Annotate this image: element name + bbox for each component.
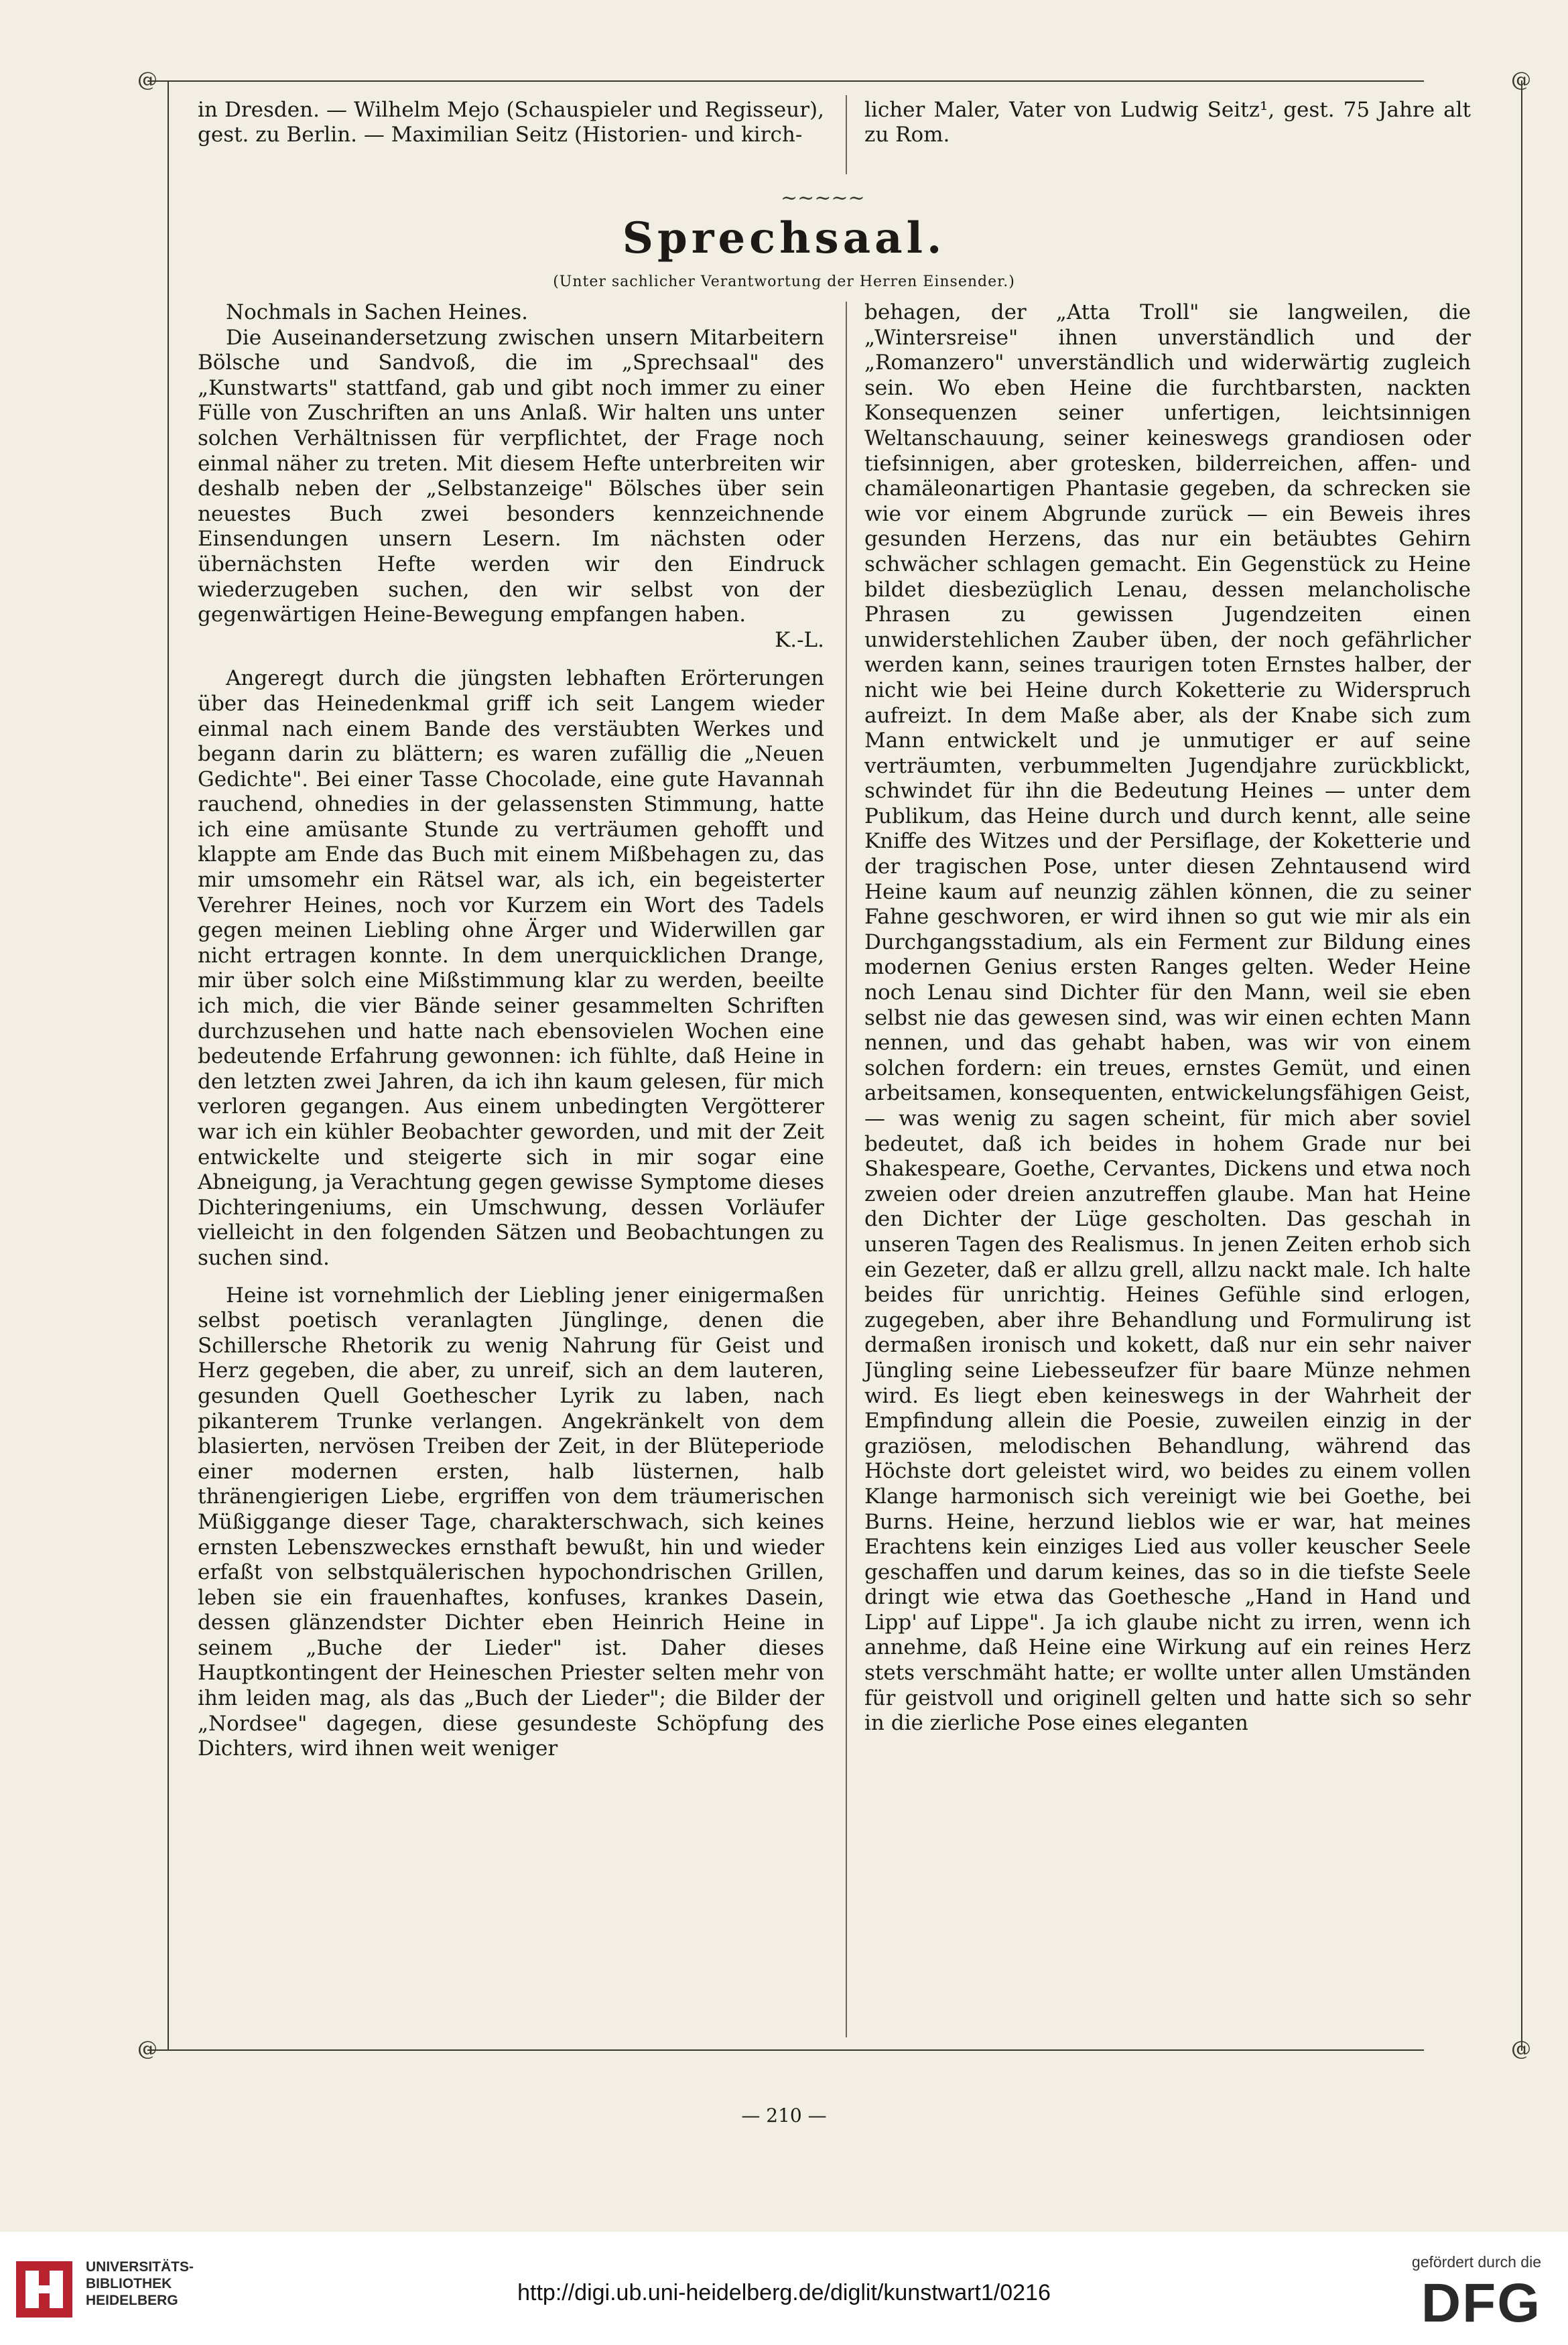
header-column-divider (846, 95, 847, 174)
frame-right-rule (1521, 80, 1522, 2051)
frame-left-rule (168, 80, 169, 2051)
column-divider (846, 302, 847, 2037)
library-name: UNIVERSITÄTS- BIBLIOTHEK HEIDELBERG (86, 2259, 194, 2308)
paragraph: behagen, der „Atta Troll" sie langweilen, die „Wintersreise" ihnen unverständlich und der „Romanzero" unverständlich und widerwärtig zugleich sein. Wo eben Heine die furchtbarsten, nackten Konsequenzen seiner unfertigen, leichtsinnigen Weltanschauung, seiner keineswegs grandiosen oder tiefsinnigen, aber grotesken, bilderreichen, affen- und chamäleonartigen Phantasie gegeben, da schrecken sie wie vor einem Abgrunde zurück — ein Beweis ihres gesunden Herzens, das nur ein betäubtes Gehirn schwächer schlagen gemacht. Ein Gegenstück zu Heine bildet diesbezüglich Lenau, dessen melancholische Phrasen zu gewissen Jugendzeiten einen unwiderstehlichen Zauber üben, der noch gefährlicher werden kann, seines traurigen toten Ernstes halber, der nicht wie bei Heine durch Koketterie zu Widerspruch aufreizt. In dem Maße aber, als der Knabe sich zum Mann entwickelt und je unmutiger er auf seine verträumten, verbummelten Jugendjahre zurückblickt, schwindet für ihn die Bedeutung Heines — unter dem Publikum, das Heine durch und durch kennt, alle seine Kniffe des Witzes und der Persiflage, der Koketterie und der tragischen Pose, unter diesen Zehntausend wird Heine kaum auf neunzig zählen können, die zu seiner Fahne geschworen, er wird ihnen so gut wie mir als ein Durchgangsstadium, als ein Ferment zur Bildung eines modernen Genius ersten Ranges gelten. Weder Heine noch Lenau sind Dichter für den Mann, weil sie eben selbst nie das gewesen sind, was wir einen echten Mann nennen, und das gehabt haben, was wir von einem solchen fordern: ein treues, ernstes Gemüt, und einen arbeitsamen, konsequenten, entwickelungsfähigen Geist, — was wenig zu sagen scheint, für mich aber soviel bedeutet, daß ich beides in hohem Grade nur bei Shakespeare, Goethe, Cervantes, Dickens und etwa noch zweien oder dreien anzutreffen glaube. Man hat Heine den Dichter der Lüge gescholten. Das geschah in unseren Tagen des Realismus. In jenen Zeiten erhob sich ein Gezeter, daß er allzu grell, allzu nackt male. Ich halte beides für unrichtig. Heines Gefühle sind erlogen, zugegeben, aber ihre Behandlung und Formulirung ist dermaßen ironisch und kokett, daß nur ein sehr naiver Jüngling seine Liebesseufzer für baare Münze nehmen wird. Es liegt eben keineswegs in der Wahrheit der Empfindung allein die Poesie, zuweilen einzig in der graziösen, melodischen Behandlung, während das Höchste dort geleistet wird, wo beides zu einem vollen Klange harmonisch sich vereinigt wie bei Goethe, bei Burns. Heine, herzund lieblos wie er war, hat meines Erachtens kein einziges Lied aus voller keuscher Seele geschaffen und darum keines, das so in die tiefste Seele dringt wie etwa das Goethesche „Hand in Hand und Lipp' auf Lippe". Ja ich glaube nicht zu irren, wenn ich annehme, daß Heine eine Wirkung auf ein reines Herz stets verschmäht hatte; er wollte unter allen Umständen für geistvoll und originell gelten und hatte sich so sehr in die zierliche Pose eines eleganten (864, 300, 1471, 1736)
header-left-text: in Dresden. — Wilhelm Mejo (Schauspieler und Regisseur), gest. zu Berlin. — Maximilian Seitz (Historien- und kirch- (198, 98, 824, 147)
viewer-footer (0, 2232, 1568, 2345)
paragraph: Die Auseinandersetzung zwischen unsern Mitarbeitern Bölsche und Sandvoß, die im „Sprechsaal" des „Kunstwarts" stattfand, gab und gibt noch immer zu einer Fülle von Zuschriften an uns Anlaß. Wir halten uns unter solchen Verhältnissen für verpflichtet, der Frage noch einmal näher zu treten. Mit diesem Hefte unterbreiten wir deshalb neben der „Selbstanzeige" Bölsches über sein neuestes Buch zwei besonders kennzeichnende Einsendungen unsern Lesern. Im nächsten oder übernächsten Hefte werden wir den Eindruck wiederzugeben suchen, den wir selbst von der gegenwärtigen Heine-Bewegung empfangen haben. (198, 325, 824, 627)
frame-top-rule (147, 80, 1424, 82)
right-column (864, 300, 1471, 1736)
page-number: — 210 — (741, 2104, 827, 2127)
article-title: Sprechsaal. (622, 213, 946, 263)
left-column (198, 300, 824, 1762)
paragraph: Heine ist vornehmlich der Liebling jener einigermaßen selbst poetisch veranlagten Jünglinge, denen die Schillersche Rhetorik zu wenig Nahrung für Geist und Herz gegeben, die aber, zu unreif, sich an dem lauteren, gesunden Quell Goethescher Lyrik zu laben, nach pikanterem Trunke verlangen. Angekränkelt von dem blasierten, nervösen Treiben der Zeit, in der Blüteperiode einer modernen ersten, halb lüsternen, halb thränengierigen Liebe, ergriffen von dem träumerischen Müßiggange dieser Tage, charakterschwach, sich keines ernsten Lebenszweckes ernsthaft bewußt, hin und wieder erfaßt von selbstquälerischen hypochondrischen Grillen, leben sie ein frauenhaftes, konfuses, krankes Dasein, dessen glänzendster Dichter eben Heinrich Heine in seinem „Buche der Lieder" ist. Daher dieses Hauptkontingent der Heineschen Priester selten mehr von ihm leiden mag, als das „Buch der Lieder"; die Bilder der „Nordsee" dagegen, diese gesundeste Schöpfung des Dichters, wird ihnen weit weniger (198, 1283, 824, 1761)
funder-caption: gefördert durch die (1411, 2253, 1541, 2271)
paragraph: Angeregt durch die jüngsten lebhaften Erörterungen über das Heinedenkmal griff ich seit Langem wieder einmal nach einem Bande des verstäubten Werkes und begann darin zu blättern; es waren zufällig die „Neuen Gedichte". Bei einer Tasse Chocolade, eine gute Havannah rauchend, ohnedies in der gelassensten Stimmung, hatte ich eine amüsante Stunde zu verträumen gehofft und klappte am Ende das Buch mit einem Mißbehagen zu, das mir umsomehr ein Rätsel war, als ich, ein begeisterter Verehrer Heines, noch vor Kurzem ein Wort des Tadels gegen meinen Liebling ohne Ärger und Widerwillen gar nicht ertragen konnte. In dem unerquicklichen Drange, mir über solch eine Mißstimmung klar zu werden, beeilte ich mich, die vier Bände seiner gesammelten Schriften durchzusehen und hatte nach ebensovielen Wochen eine bedeutende Erfahrung gewonnen: ich fühlte, daß Heine in den letzten zwei Jahren, da ich ihn kaum gelesen, für mich verloren gegangen. Aus einem unbedingten Vergötterer war ich ein kühler Beobachter geworden, und mit der Zeit entwickelte und steigerte sich in mir sogar eine Abneigung, ja Verachtung gegen gewisse Symptome dieses Dichteringeniums, ein Umschwung, dessen Vorläufer vielleicht in den folgenden Sätzen und Beobachtungen zu suchen sind. (198, 666, 824, 1270)
header-right-text: licher Maler, Vater von Ludwig Seitz¹, gest. 75 Jahre alt zu Rom. (864, 98, 1471, 147)
permalink-url[interactable]: http://digi.ub.uni-heidelberg.de/diglit/kunstwart1/0216 (517, 2280, 1051, 2305)
corner-ornament-icon: @ (1511, 68, 1531, 92)
signature: K.-L. (775, 627, 824, 652)
frame-bottom-rule (147, 2049, 1424, 2051)
corner-ornament-icon: @ (137, 2037, 157, 2061)
section-heading: Nochmals in Sachen Heines. (226, 300, 528, 324)
swirl-ornament-icon: ~~~~~ (781, 186, 865, 210)
corner-ornament-icon: @ (137, 68, 157, 92)
dfg-logo: DFG (1421, 2273, 1541, 2334)
corner-ornament-icon: @ (1511, 2037, 1531, 2061)
article-subtitle: (Unter sachlicher Verantwortung der Herren Einsender.) (553, 273, 1015, 290)
